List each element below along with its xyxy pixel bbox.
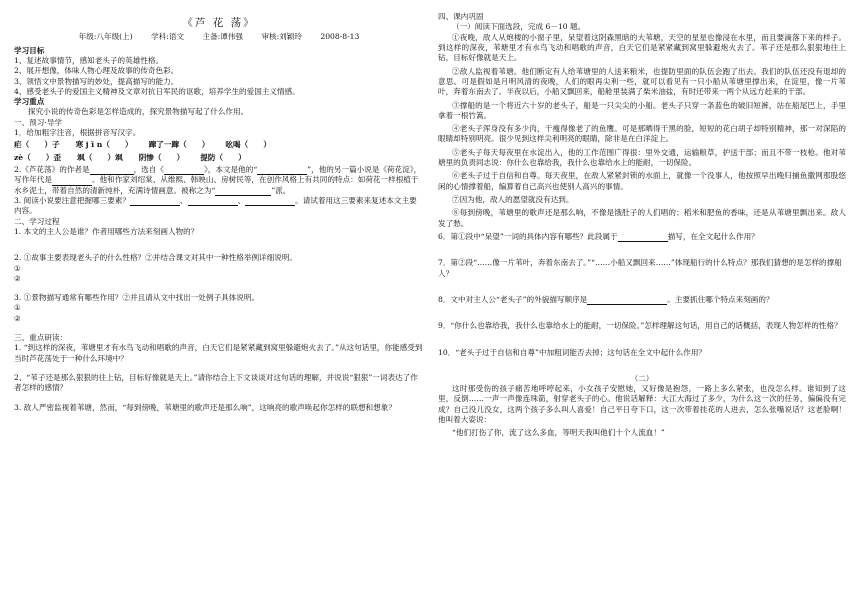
passage-paragraph: ②敌人监视着苇塘。他们断定有人给苇塘里的人送来粮米，也提防里面的队伍会跑了出去。我们的队伍还没有退却的意思。可是假如是月明风清的夜晚，人们的眼再尖利一些，就可以看见有一只小船从苇塘里撑出来，在淀里，像一片苇叶，奔着东南去了。半夜以后，小船又飘回来，船舱里装满了柴米油盐，有时还带来一两个从远方赶来的干部。 [438, 66, 846, 97]
answer-blank[interactable] [618, 233, 668, 242]
question-9: 9．“你什么也靠给我，我什么也靠给水上的能耐，一切保险。”怎样理解这句话，用自己的话概括，表现人物怎样的性格？ [438, 321, 842, 331]
answer-marker: ① [14, 303, 21, 313]
question-10: 10．“老头子过于自信和自尊”中加粗词能否去掉；这句话在全文中起什么作用？ [438, 347, 707, 357]
pinyin-item: 疟（ ）子 [14, 140, 60, 150]
question-1: 1．给加粗字注音，根据拼音写汉字。 [14, 128, 141, 138]
goals-heading: 学习目标 [14, 45, 45, 55]
pinyin-item: 蹿了一蹿（ ） [148, 140, 210, 150]
date-label: 2008-8-13 [320, 32, 360, 42]
goal-item: 2、展开想像，体味人物心理及故事的传奇色彩。 [14, 66, 179, 76]
pinyin-item: 提防（ ） [200, 152, 246, 162]
answer-marker: ① [14, 263, 21, 273]
process-heading: 二、学习过程 [14, 216, 60, 226]
left-column [14, 0, 424, 607]
answer-marker: ② [14, 313, 21, 323]
process-question-3: 3. ①景物描写通常有哪些作用？②并且请从文中找出一处例子具体说明。 [14, 293, 260, 303]
answer-blank[interactable] [257, 166, 307, 175]
answer-blank[interactable] [90, 166, 134, 175]
question-3: 3. 阅读小说要注意把握哪三要素？ 、 、 。请试着用这三要素来复述本文主要内容。 [14, 195, 417, 216]
subject-label: 学科:语文 [151, 32, 185, 42]
answer-blank[interactable] [188, 197, 238, 206]
section-heading: 四、课内巩固 [438, 12, 484, 21]
answer-blank[interactable] [587, 296, 667, 305]
editor-label: 主备:谭伟强 [202, 32, 244, 42]
passage-paragraph: “他们打伤了你，流了这么多血，等明天我叫他们十个人流血！” [452, 428, 665, 438]
reviewer-label: 审核:刘颖玲 [261, 32, 302, 42]
right-column [438, 0, 846, 607]
passage-paragraph: ⑥老头子过于自信和自尊。每天夜里，在敌人紧紧封锁的水面上，就像一个没事人，他按照早出晚归捕鱼撒网那股悠闲的心情撑着船，编算着自己高兴也使别人高兴的事情。 [438, 171, 846, 191]
question-7: 7．第②段“……像一片苇叶，奔着东南去了。”“……小船又飘回来……”体现船行的什么特点？那我们猜想的是怎样的撑船人？ [438, 258, 842, 278]
preview-heading: 一、预习·导学 [14, 117, 62, 127]
key-heading: 三、重点研读： [14, 333, 68, 343]
pinyin-row-2 [14, 153, 424, 163]
passage-paragraph: ①夜晚，敌人从炮楼的小窗子里，呆望着这阴森黑暗的大苇塘，天空的星星也像浸在水里，而且要滴落下来的样子。到这样的深夜，苇塘里才有水鸟飞动和唱歌的声音，白天它们是紧紧藏到窝里躲避炮火去了。苇子还是那么狠狠地往上钻，目标好像就是天上。 [438, 32, 846, 63]
answer-blank[interactable] [130, 197, 180, 206]
passage-paragraph: ③撑船的是一个将近六十岁的老头子，船是一只尖尖的小船。老头子只穿一条蓝色的破旧短裤，站在船尾巴上，手里拿着一根竹篙。 [438, 100, 846, 120]
question-6: 6．第①段中“呆望”一词的具体内容有哪些？此段属于 描写，在全文起什么作用？ [438, 231, 759, 241]
subsection-heading: （二） [630, 373, 654, 383]
answer-blank[interactable] [164, 166, 204, 175]
goal-item: 1、复述故事情节，感知老头子的英雄性格。 [14, 55, 164, 65]
focus-heading: 学习重点 [14, 97, 45, 107]
question-8: 8．文中对主人公“老头子”的外貌描写顺序是 。主要抓住哪个特点来刻画的？ [438, 294, 774, 304]
grade-label: 年级:八年级(上) [78, 32, 133, 42]
reading-instruction: （一）阅读下面选段，完成 6－10 题。 [452, 22, 586, 32]
answer-blank[interactable] [52, 177, 92, 186]
key-question-3: 3. 敌人严密监视着苇塘，然而，“每到傍晚，苇塘里的歌声还是那么响”，这响亮的歌声唤起你怎样的联想和想象？ [14, 402, 396, 412]
pinyin-row-1 [14, 140, 424, 150]
pinyin-item: zè（ ）歪 [14, 152, 62, 162]
meta-row [14, 32, 424, 42]
passage-paragraph: ⑦因为他，敌人的愿望就没有达到。 [452, 195, 574, 204]
pinyin-item: 飒（ ）飒 [77, 152, 123, 162]
question-2: 2.《芦花荡》的作者是 ，选自《 》，本文是他的“ ”，他的另一篇小说是《荷花淀》，写作年代是 。他和作家刘绍棠、从维熙、韩映山、房树民等，在创作风格上有共同的特点：如荷花一样根植于水乡泥土，带着自然的清新纯朴，充满诗情画意。被称之为“ ”派。 [14, 165, 422, 195]
passage-paragraph: 这时那受伤的孩子痛苦地呼哼起来，小女孩子安慰她，又好像是抱怨，一路上多么紧张，也没怎么样。谁知到了这里，反倒……一声一声像连珠箭，射穿老头子的心。他说话解释：大江大海过了多少，为什么这一次的任务，偏偏没有完成？自己没儿没女，这两个孩子多么叫人喜爱！自己平日夸下口，这一次带着挂花的人进去，怎么张嘴说话？这老脸啊！他叫着大姿说： [438, 384, 846, 425]
page-title: 《芦 花 荡》 [182, 17, 256, 29]
process-question-1: 1. 本文的主人公是谁？作者用哪些方法来刻画人物的？ [14, 226, 199, 236]
goal-item: 3、领悟文中景物描写的妙处，提高描写的能力。 [14, 76, 179, 86]
answer-blank[interactable] [245, 197, 295, 206]
answer-blank[interactable] [215, 187, 271, 196]
goal-item: 4、感受老头子的爱国主义精神及文章对抗日军民的讴歌，培养学生的爱国主义情感。 [14, 86, 300, 96]
pinyin-item: 吆喝（ ） [225, 140, 271, 150]
answer-marker: ② [14, 273, 21, 283]
pinyin-item: 寒 j ī n（ ） [75, 140, 133, 150]
pinyin-item: 阴惨（ ） [138, 152, 185, 162]
passage-paragraph: ④老头子浑身没有多少肉，干瘦得像老了的鱼鹰。可是那晒得干黑的脸，短短的花白胡子却特别精神，那一对深陷的眼睛却特别明亮。很少见到这样尖利明亮的眼睛，除非是在白洋淀上。 [438, 124, 846, 144]
key-question-2: 2、“苇子还是那么狠狠的往上钻，目标好像就是天上。”请你结合上下文谈谈对这句话的理解，并说说“狠狠”一词表达了作者怎样的感情？ [14, 373, 418, 393]
focus-text: 探究小说的传奇色彩是怎样造成的，探究景物描写起了什么作用。 [28, 107, 249, 117]
process-question-2: 2. ①故事主要表现老头子的什么性格？②并结合课文对其中一种性格举例详细说明。 [14, 253, 298, 263]
key-question-1: 1. “到这样的深夜，苇塘里才有水鸟飞动和唱歌的声音，白天它们是紧紧藏到窝里躲避炮火去了。”从这句话里，你能感受到当时芦花荡处于一种什么环境中？ [14, 343, 423, 363]
passage-paragraph: ⑧每到傍晚，苇塘里的歌声还是那么响，不像是饿肚子的人们唱的；稻米和肥鱼的香味，还是从苇塘里飘出来。敌人发了愁。 [438, 208, 846, 228]
passage-paragraph: ⑤老头子每天每夜里在水淀出入，他的工作范围广得很：里外交通，运输粮草，护送干部；而且不带一枝枪。他对苇塘里的负责同志说：你什么也靠给我，我什么也靠给水上的能耐，一切保险。 [438, 147, 846, 168]
